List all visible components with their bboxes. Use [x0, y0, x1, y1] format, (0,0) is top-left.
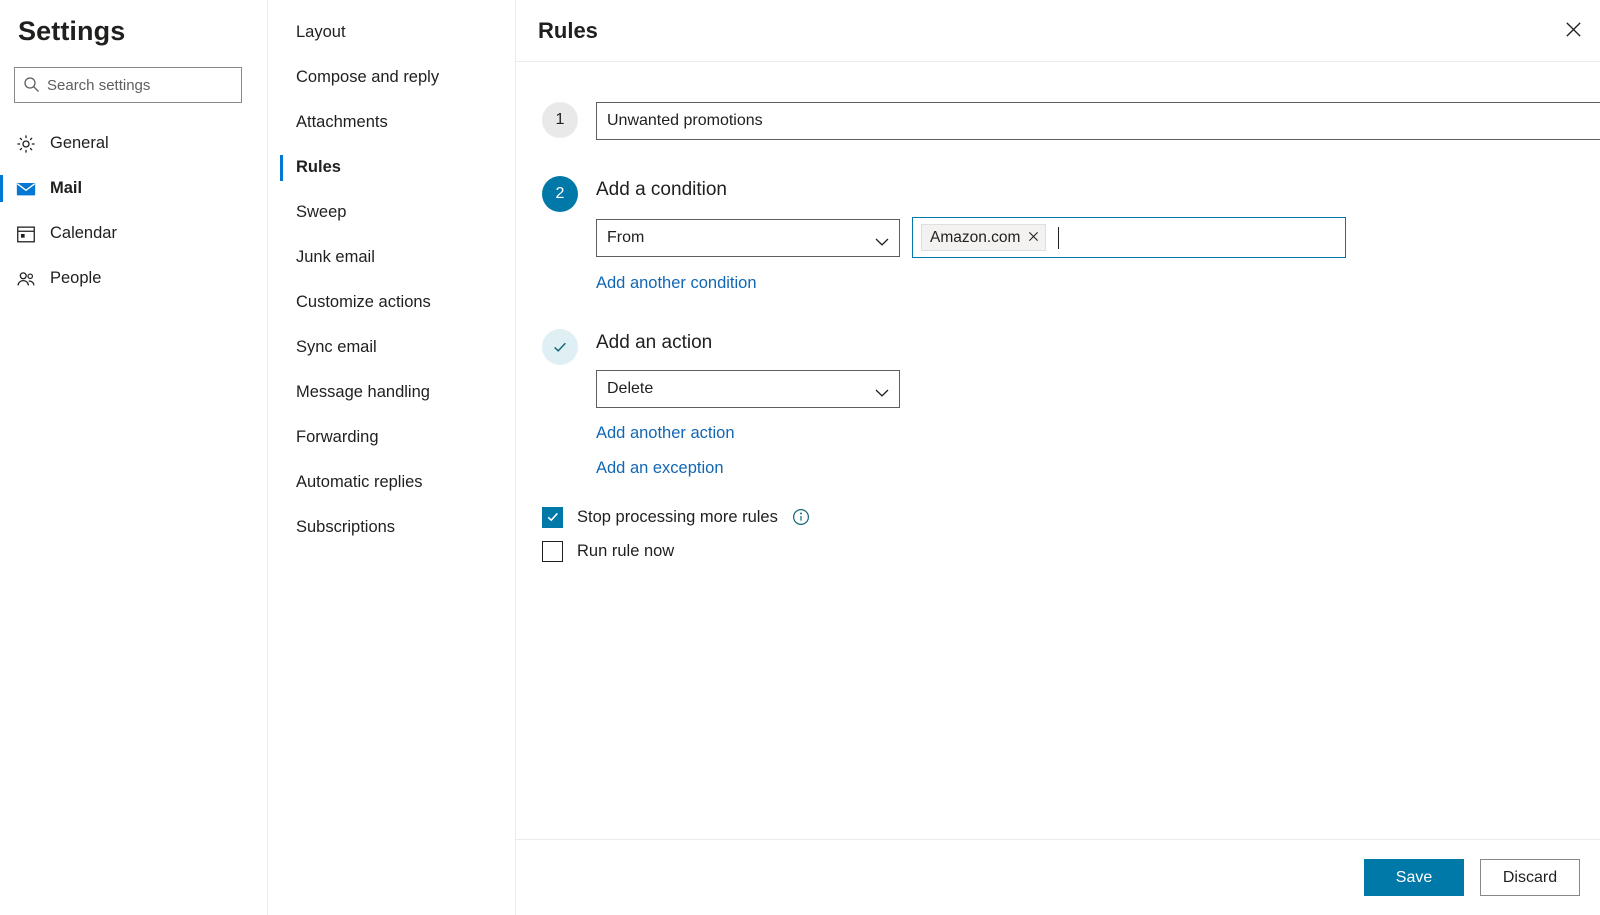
- rules-detail-pane: [516, 0, 1600, 915]
- settings-pane: [0, 0, 268, 915]
- rule-name-step: [516, 102, 1600, 140]
- add-action-label: Add an action: [596, 332, 713, 353]
- stop-processing-label: Stop processing more rules: [577, 507, 778, 526]
- sidebar-item-label: Mail: [50, 179, 83, 198]
- save-button[interactable]: Save: [1364, 859, 1464, 896]
- add-another-action-link[interactable]: Add another action: [596, 424, 735, 442]
- stop-processing-row: [542, 500, 1600, 534]
- category-item-rules[interactable]: [268, 145, 515, 190]
- action-type-value: Delete: [607, 380, 654, 397]
- calendar-icon: [14, 222, 38, 246]
- info-icon[interactable]: [792, 508, 810, 526]
- chevron-down-icon: [875, 233, 889, 242]
- category-label: Automatic replies: [296, 473, 423, 491]
- text-caret: [1058, 227, 1059, 249]
- sidebar-item-general[interactable]: [0, 121, 267, 166]
- run-rule-now-label: Run rule now: [577, 541, 675, 560]
- category-label: Layout: [296, 23, 346, 41]
- sidebar-item-label: People: [50, 269, 102, 288]
- category-item-customize-actions[interactable]: [268, 280, 515, 325]
- page-title: Rules: [538, 17, 598, 43]
- sidebar-item-label: Calendar: [50, 224, 117, 243]
- category-item-junk-email[interactable]: [268, 235, 515, 280]
- category-item-message-handling[interactable]: [268, 370, 515, 415]
- add-another-condition-link[interactable]: Add another condition: [596, 274, 757, 292]
- stop-processing-checkbox[interactable]: [542, 507, 563, 528]
- sidebar-item-mail[interactable]: [0, 166, 267, 211]
- category-item-subscriptions[interactable]: [268, 505, 515, 550]
- add-condition-label: Add a condition: [596, 179, 727, 200]
- run-rule-now-checkbox[interactable]: [542, 541, 563, 562]
- step-badge-1: 1: [542, 102, 578, 138]
- run-rule-now-row: [542, 534, 1600, 568]
- step-badge-check: [542, 329, 578, 365]
- category-item-layout[interactable]: [268, 10, 515, 55]
- close-icon[interactable]: [1028, 230, 1039, 245]
- add-exception-link[interactable]: Add an exception: [596, 459, 724, 477]
- category-item-sync-email[interactable]: [268, 325, 515, 370]
- people-icon: [14, 267, 38, 291]
- discard-button[interactable]: Discard: [1480, 859, 1580, 896]
- search-input[interactable]: [14, 67, 242, 103]
- category-label: Compose and reply: [296, 68, 440, 86]
- category-label: Attachments: [296, 113, 388, 131]
- category-item-automatic-replies[interactable]: [268, 460, 515, 505]
- sidebar-item-people[interactable]: [0, 256, 267, 301]
- category-label: Sync email: [296, 338, 377, 356]
- category-item-forwarding[interactable]: [268, 415, 515, 460]
- chevron-down-icon: [875, 385, 889, 394]
- category-label: Subscriptions: [296, 518, 396, 536]
- sidebar-item-label: General: [50, 134, 109, 153]
- close-icon[interactable]: [1556, 12, 1590, 46]
- category-item-attachments[interactable]: [268, 100, 515, 145]
- gear-icon: [14, 132, 38, 156]
- condition-step: [516, 176, 1600, 293]
- action-step: [516, 329, 1600, 478]
- dialog-footer: [516, 839, 1600, 915]
- settings-title: Settings: [18, 16, 126, 46]
- rule-name-input[interactable]: [596, 102, 1600, 140]
- category-list: [268, 0, 516, 915]
- action-type-select[interactable]: [596, 370, 900, 408]
- condition-value-input[interactable]: [912, 217, 1346, 258]
- category-label: Junk email: [296, 248, 375, 266]
- condition-type-select[interactable]: [596, 219, 900, 257]
- category-label: Forwarding: [296, 428, 379, 446]
- sidebar-item-calendar[interactable]: [0, 211, 267, 256]
- step-badge-2: 2: [542, 176, 578, 212]
- condition-token-label: Amazon.com: [930, 228, 1021, 246]
- category-label: Customize actions: [296, 293, 431, 311]
- condition-token[interactable]: [921, 224, 1046, 251]
- envelope-icon: [14, 177, 38, 201]
- search-settings-wrap: [14, 67, 249, 103]
- category-label: Rules: [296, 158, 341, 176]
- condition-type-value: From: [607, 228, 645, 246]
- category-label: Message handling: [296, 383, 430, 401]
- category-item-compose-and-reply[interactable]: [268, 55, 515, 100]
- category-label: Sweep: [296, 203, 347, 221]
- detail-header: [516, 0, 1600, 62]
- category-item-sweep[interactable]: [268, 190, 515, 235]
- settings-nav: [0, 121, 267, 301]
- rule-editor: [516, 62, 1600, 839]
